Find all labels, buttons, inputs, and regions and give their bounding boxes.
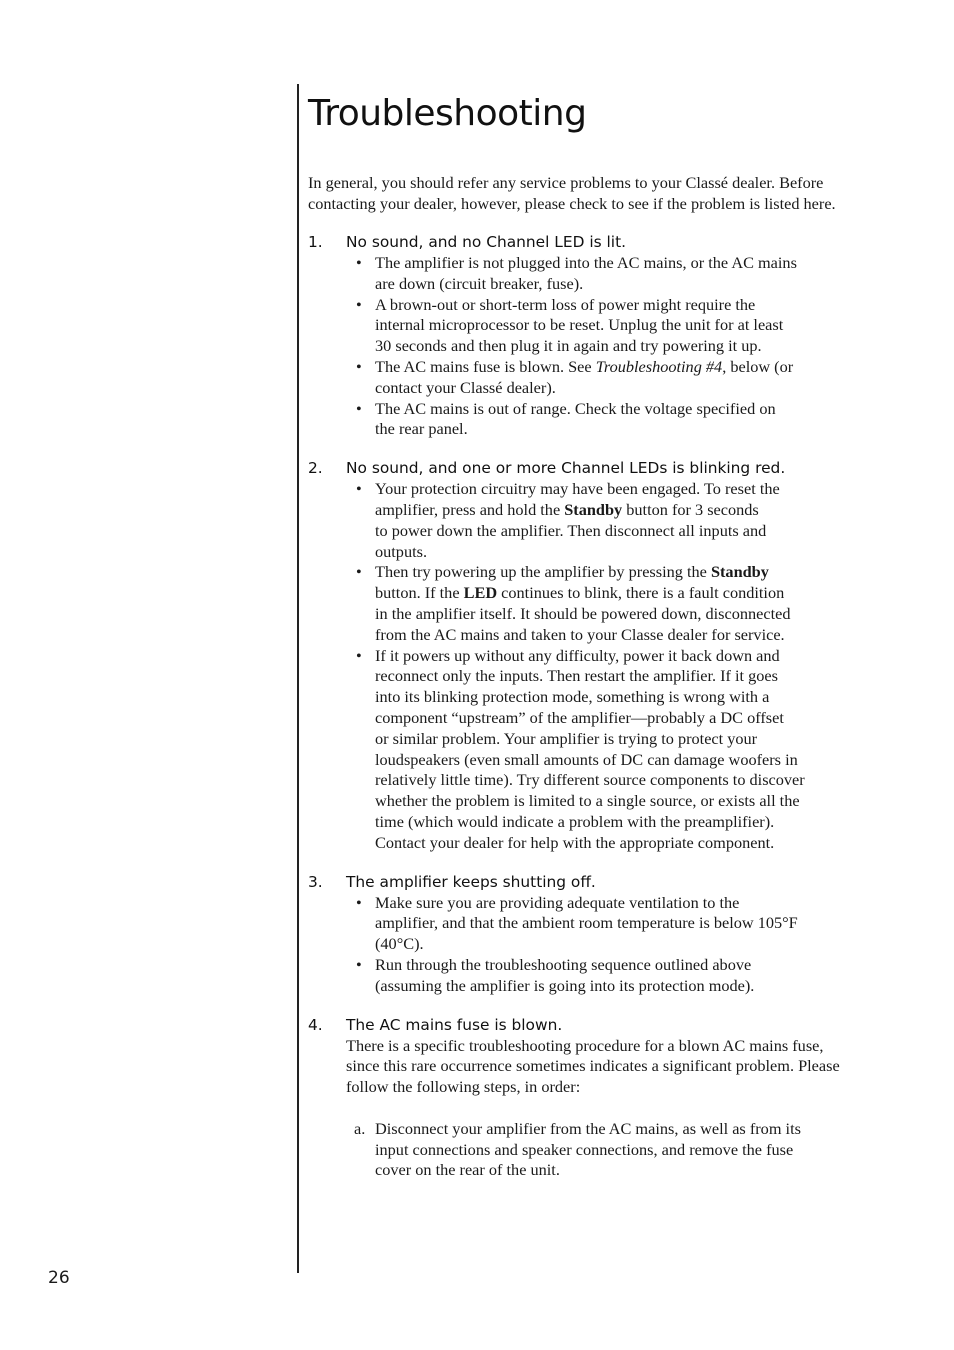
bullet-list	[308, 479, 868, 853]
list-item: • The AC mains is out of range. Check the voltage specified on the rear panel.	[356, 398, 776, 439]
list-item: • The amplifier is not plugged into the AC mains, or the AC mains are down (circuit breaker, fuse).	[356, 253, 797, 293]
cross-reference: Troubleshooting #4	[595, 356, 723, 376]
bullet-list	[308, 893, 868, 997]
section-number: 4.	[308, 1015, 323, 1034]
vertical-divider	[297, 84, 299, 1273]
section-number: 2.	[308, 459, 323, 478]
section-3	[308, 872, 868, 997]
bullet-icon: •	[356, 294, 362, 314]
bullet-list	[308, 253, 868, 440]
list-item: • Your protection circuitry may have been engaged. To reset the amplifier, press and hold the Standby button for 3 seconds to power down the amplifier. Then disconnect all inputs and outputs.	[356, 479, 780, 561]
section-heading: 3. The amplifier keeps shutting off.	[308, 872, 596, 891]
bullet-icon: •	[356, 562, 362, 582]
page-content	[308, 90, 868, 1181]
led-label: LED	[463, 583, 498, 603]
list-item: • A brown-out or short-term loss of power might require the internal microprocessor to be reset. Unplug the unit for at least 30 seconds and then plug it in again and try powering it up.	[356, 294, 784, 356]
step-letter: a.	[354, 1118, 366, 1138]
bullet-icon: •	[356, 892, 362, 912]
section-number: 3.	[308, 872, 323, 891]
bullet-icon: •	[356, 954, 362, 974]
standby-label: Standby	[710, 562, 769, 582]
section-1	[308, 232, 868, 440]
standby-label: Standby	[564, 499, 623, 519]
section-paragraph: There is a specific troubleshooting procedure for a blown AC mains fuse, since this rare occurrence sometimes indicates a significant problem. Please follow the following steps, in order:	[346, 1035, 840, 1097]
section-4	[308, 1015, 868, 1182]
section-heading: 1. No sound, and no Channel LED is lit.	[308, 233, 627, 251]
page-number: 26	[48, 1268, 70, 1288]
bullet-icon: •	[356, 645, 362, 665]
bullet-icon: •	[356, 356, 362, 376]
list-item: • The AC mains fuse is blown. See Troubleshooting #4, below (or contact your Classé dealer).	[356, 356, 794, 397]
list-item: • Run through the troubleshooting sequence outlined above (assuming the amplifier is going into its protection mode).	[356, 954, 755, 995]
step-item: a. Disconnect your amplifier from the AC mains, as well as from its input connections and speaker connections, and remove the fuse cover on the rear of the unit.	[354, 1118, 801, 1180]
section-heading: 4. The AC mains fuse is blown.	[308, 1015, 563, 1034]
list-item: • Make sure you are providing adequate ventilation to the amplifier, and that the ambient room temperature is below 105°F (40°C).	[356, 892, 798, 954]
intro-paragraph: In general, you should refer any service problems to your Classé dealer. Before contacting your dealer, however, please check to see if the problem is listed here.	[308, 173, 836, 213]
bullet-icon: •	[356, 398, 362, 418]
section-number: 1.	[308, 233, 323, 251]
page-title: Troubleshooting	[308, 93, 587, 134]
bullet-icon: •	[356, 479, 362, 499]
list-item: • Then try powering up the amplifier by pressing the Standby button. If the LED continues to blink, there is a fault condition in the amplifier itself. It should be powered down, disconnected from the AC mains and taken to your Classe dealer for service.	[356, 562, 791, 644]
list-item: • If it powers up without any difficulty, power it back down and reconnect only the inputs. Then restart the amplifier. If it goes into its blinking protection mode, something is wrong with a component “upstream” of the amplifier—probably a DC offset or similar problem. Your amplifier is trying to protect your loudspeakers (even small amounts of DC can damage woofers in relatively little time). Try different source components to discover whether the problem is limited to a single source, or exists all the time (which would indicate a problem with the preamplifier). Contact your dealer for help with the appropriate component.	[356, 645, 805, 852]
section-heading: 2. No sound, and one or more Channel LEDs is blinking red.	[308, 459, 786, 478]
section-2	[308, 458, 868, 853]
bullet-icon: •	[356, 253, 362, 272]
